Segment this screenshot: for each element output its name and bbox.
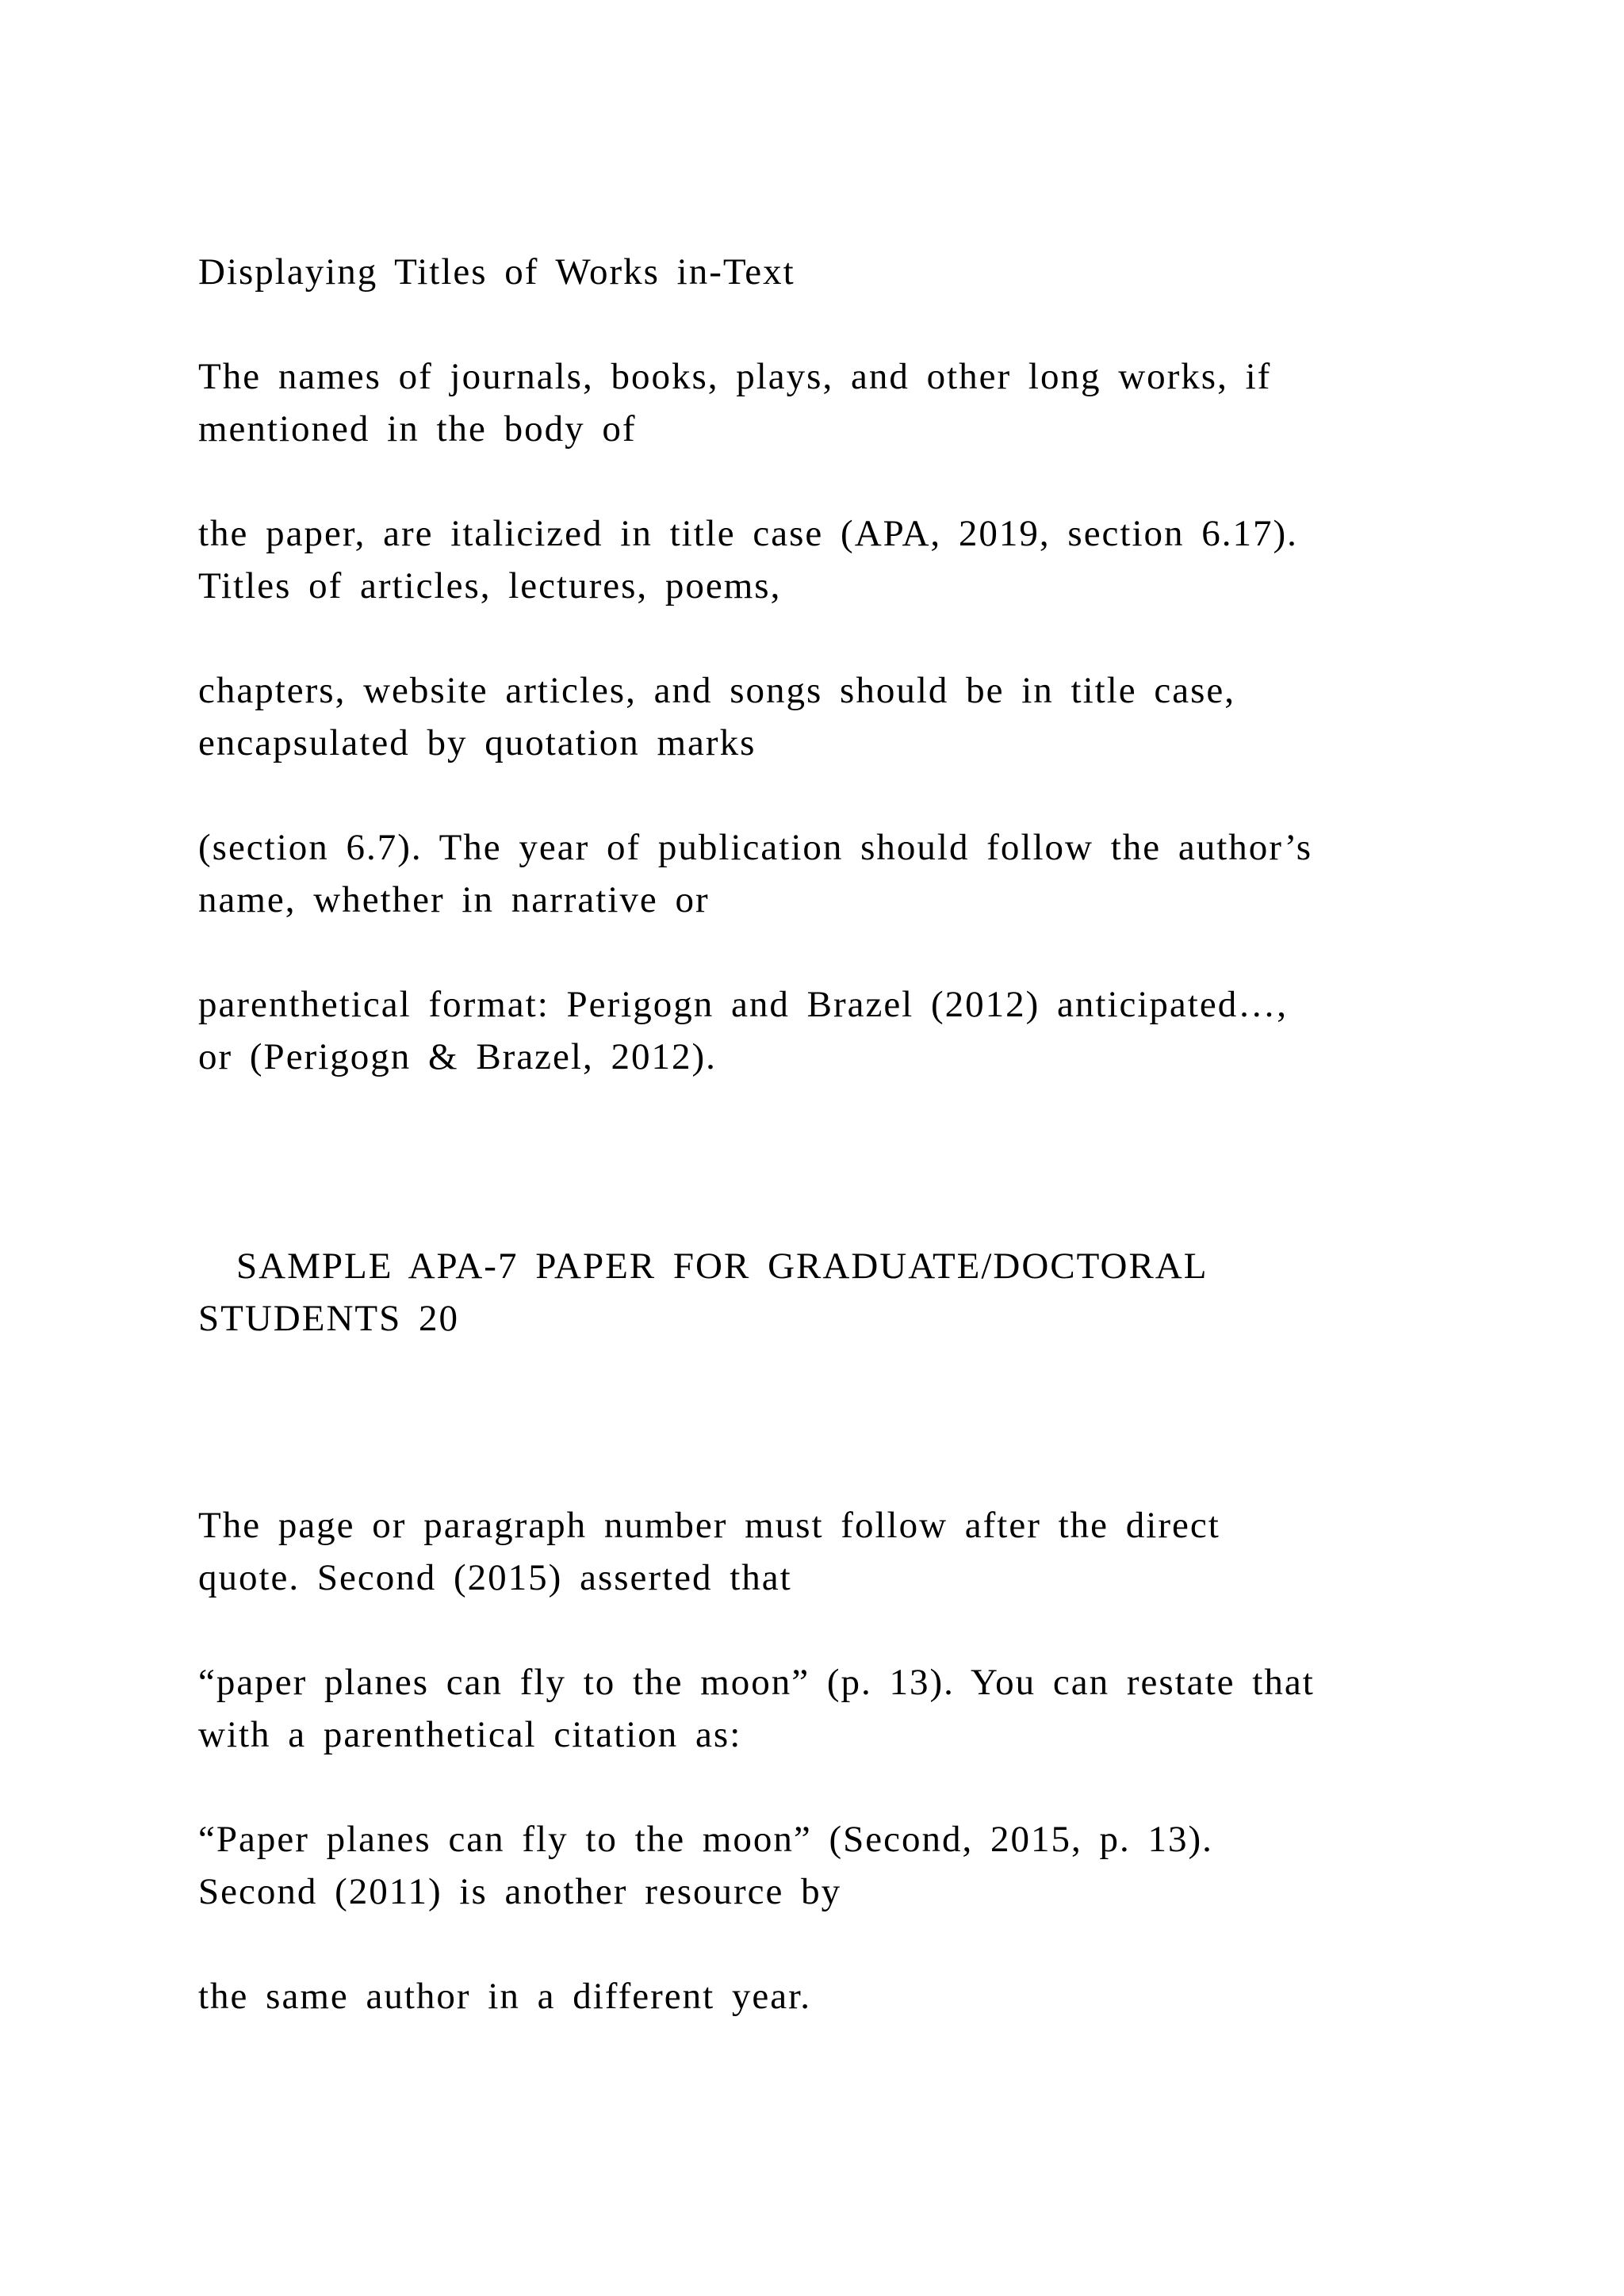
paragraph-1-line-10: or (Perigogn & Brazel, 2012). — [198, 1036, 717, 1077]
paragraph-1-line-6: encapsulated by quotation marks — [198, 722, 756, 763]
paragraph-1-line-7: (section 6.7). The year of publication should follow the author’s — [198, 827, 1313, 868]
paragraph-2-line-1: The page or paragraph number must follow after the direct — [198, 1505, 1220, 1546]
paragraph-1-line-4: Titles of articles, lectures, poems, — [198, 565, 782, 607]
paragraph-2-line-5: “Paper planes can fly to the moon” (Second, 2015, p. 13). — [198, 1819, 1213, 1860]
paragraph-2-line-6: Second (2011) is another resource by — [198, 1871, 842, 1912]
running-head-line-2: STUDENTS 20 — [198, 1298, 459, 1339]
paragraph-1-line-2: mentioned in the body of — [198, 408, 637, 450]
paragraph-2-line-7: the same author in a different year. — [198, 1976, 811, 2017]
paragraph-2-line-3: “paper planes can fly to the moon” (p. 13). You can restate that — [198, 1662, 1315, 1703]
paragraph-2-line-4: with a parenthetical citation as: — [198, 1714, 742, 1755]
paragraph-1-line-9: parenthetical format: Perigogn and Brazel (2012) anticipated…, — [198, 984, 1288, 1025]
paragraph-1-line-1: The names of journals, books, plays, and other long works, if — [198, 356, 1272, 397]
running-head-line-1: SAMPLE APA-7 PAPER FOR GRADUATE/DOCTORAL — [236, 1246, 1208, 1287]
paragraph-1-line-3: the paper, are italicized in title case (APA, 2019, section 6.17). — [198, 513, 1298, 554]
paragraph-1-line-5: chapters, website articles, and songs should be in title case, — [198, 670, 1236, 711]
paragraph-1-line-8: name, whether in narrative or — [198, 879, 710, 920]
section-heading: Displaying Titles of Works in-Text — [198, 251, 795, 293]
paragraph-2-line-2: quote. Second (2015) asserted that — [198, 1557, 792, 1598]
